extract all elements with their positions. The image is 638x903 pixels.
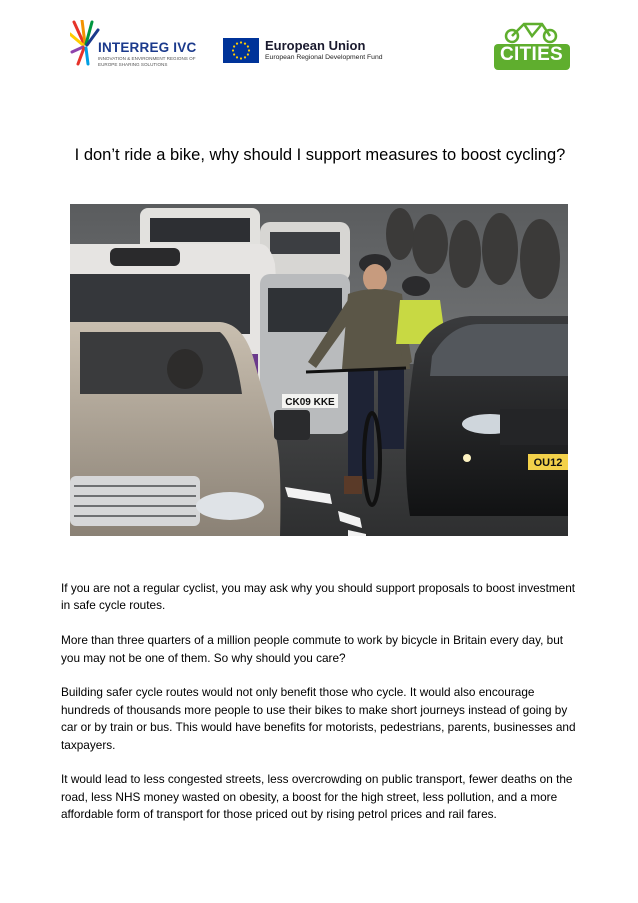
paragraph: If you are not a regular cyclist, you may ask why you should support proposals to boost investment in safe cycle routes. [61,581,576,613]
interreg-title: INTERREG IVC [98,40,197,55]
license-plate-right: OU12 [533,457,563,469]
cycle-cities-name: CITIES [500,44,564,65]
cycle-cities-logo [490,20,574,76]
cyclist-traffic-photo [70,204,568,536]
paragraph: It would lead to less congested streets, less overcrowding on public transport, fewer deaths on the road, less NHS money wasted on obesity, a boost for the high street, less pollution, and a more affordable form of transport for those priced out by rising petrol prices and rail fares. [61,772,573,822]
bicycle-icon [498,20,568,44]
eu-title: European Union [265,38,366,53]
eu-logo [223,38,393,68]
page-title: I don’t ride a bike, why should I support measures to boost cycling? [74,146,566,164]
interreg-logo [70,20,210,76]
paragraph: Building safer cycle routes would not only benefit those who cycle. It would also encourage hundreds of thousands more people to use their bikes to make short journeys instead of going by car or by train or bus. This would have benefits for motorists, pedestrians, parents, businesses and taxpayers. [61,685,576,752]
interreg-star-icon [70,20,100,68]
page-header [0,18,638,78]
eu-flag-icon [223,38,259,63]
eu-subtitle: European Regional Development Fund [265,54,383,61]
license-plate-left: CK09 KKE [285,397,335,408]
article-body [61,580,581,841]
paragraph: More than three quarters of a million people commute to work by bicycle in Britain every day, but you may not be one of them. So why should you care? [61,633,564,665]
interreg-subtitle: INNOVATION & ENVIRONMENT REGIONS OF EUROPE SHARING SOLUTIONS [98,56,196,67]
